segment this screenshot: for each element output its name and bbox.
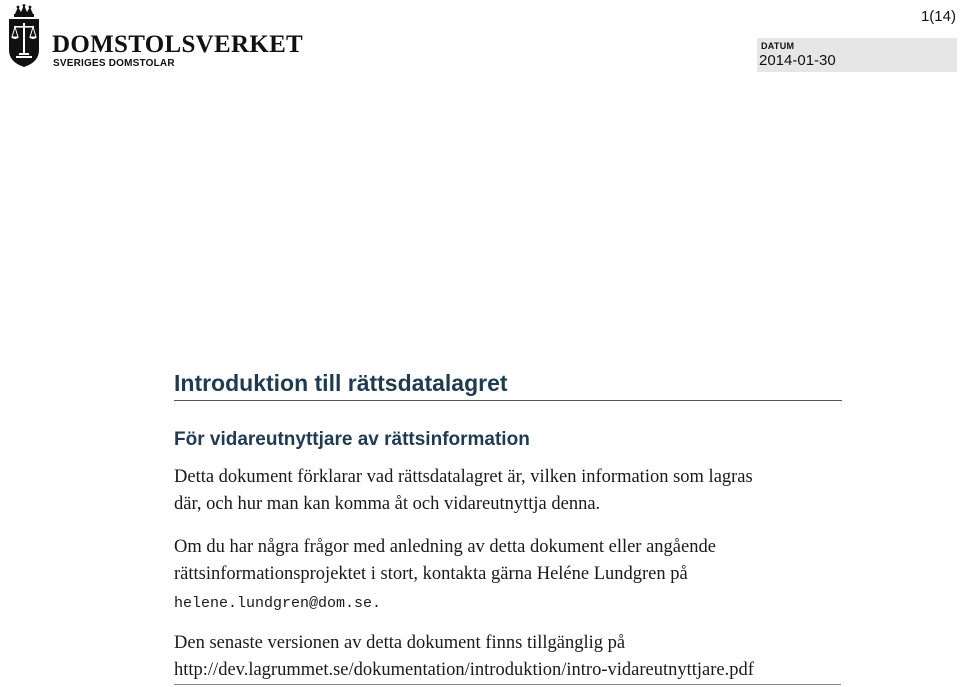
latest-version-text: Den senaste versionen av detta dokument finns tillgänglig på <box>174 633 626 653</box>
date-box <box>757 38 957 72</box>
date-value: 2014-01-30 <box>759 52 836 69</box>
date-label: DATUM <box>761 41 795 51</box>
contact-paragraph-line: rättsinformationsprojektet i stort, kontakta gärna Heléne Lundgren på <box>174 564 688 584</box>
intro-paragraph-line: där, och hur man kan komma åt och vidareutnyttja denna. <box>174 494 601 514</box>
intro-paragraph <box>174 464 854 518</box>
document-subtitle: För vidareutnyttjare av rättsinformation <box>174 429 530 450</box>
contact-paragraph-line: Om du har några frågor med anledning av detta dokument eller angående <box>174 537 716 557</box>
document-title: Introduktion till rättsdatalagret <box>174 369 842 401</box>
page-number: 1(14) <box>920 8 956 25</box>
logo-subtitle: SVERIGES DOMSTOLAR <box>53 58 175 69</box>
logo-name: DOMSTOLSVERKET <box>52 31 304 58</box>
contact-email[interactable]: helene.lundgren@dom.se. <box>174 595 382 612</box>
intro-paragraph-line: Detta dokument förklarar vad rättsdatalagret är, vilken information som lagras <box>174 467 753 487</box>
document-url-link[interactable]: http://dev.lagrummet.se/dokumentation/introduktion/intro-vidareutnyttjare.pdf <box>174 657 841 685</box>
latest-version-paragraph <box>174 630 854 685</box>
contact-paragraph <box>174 534 854 588</box>
domstolsverket-logo <box>6 4 304 70</box>
crown-scales-emblem-icon <box>6 4 42 68</box>
